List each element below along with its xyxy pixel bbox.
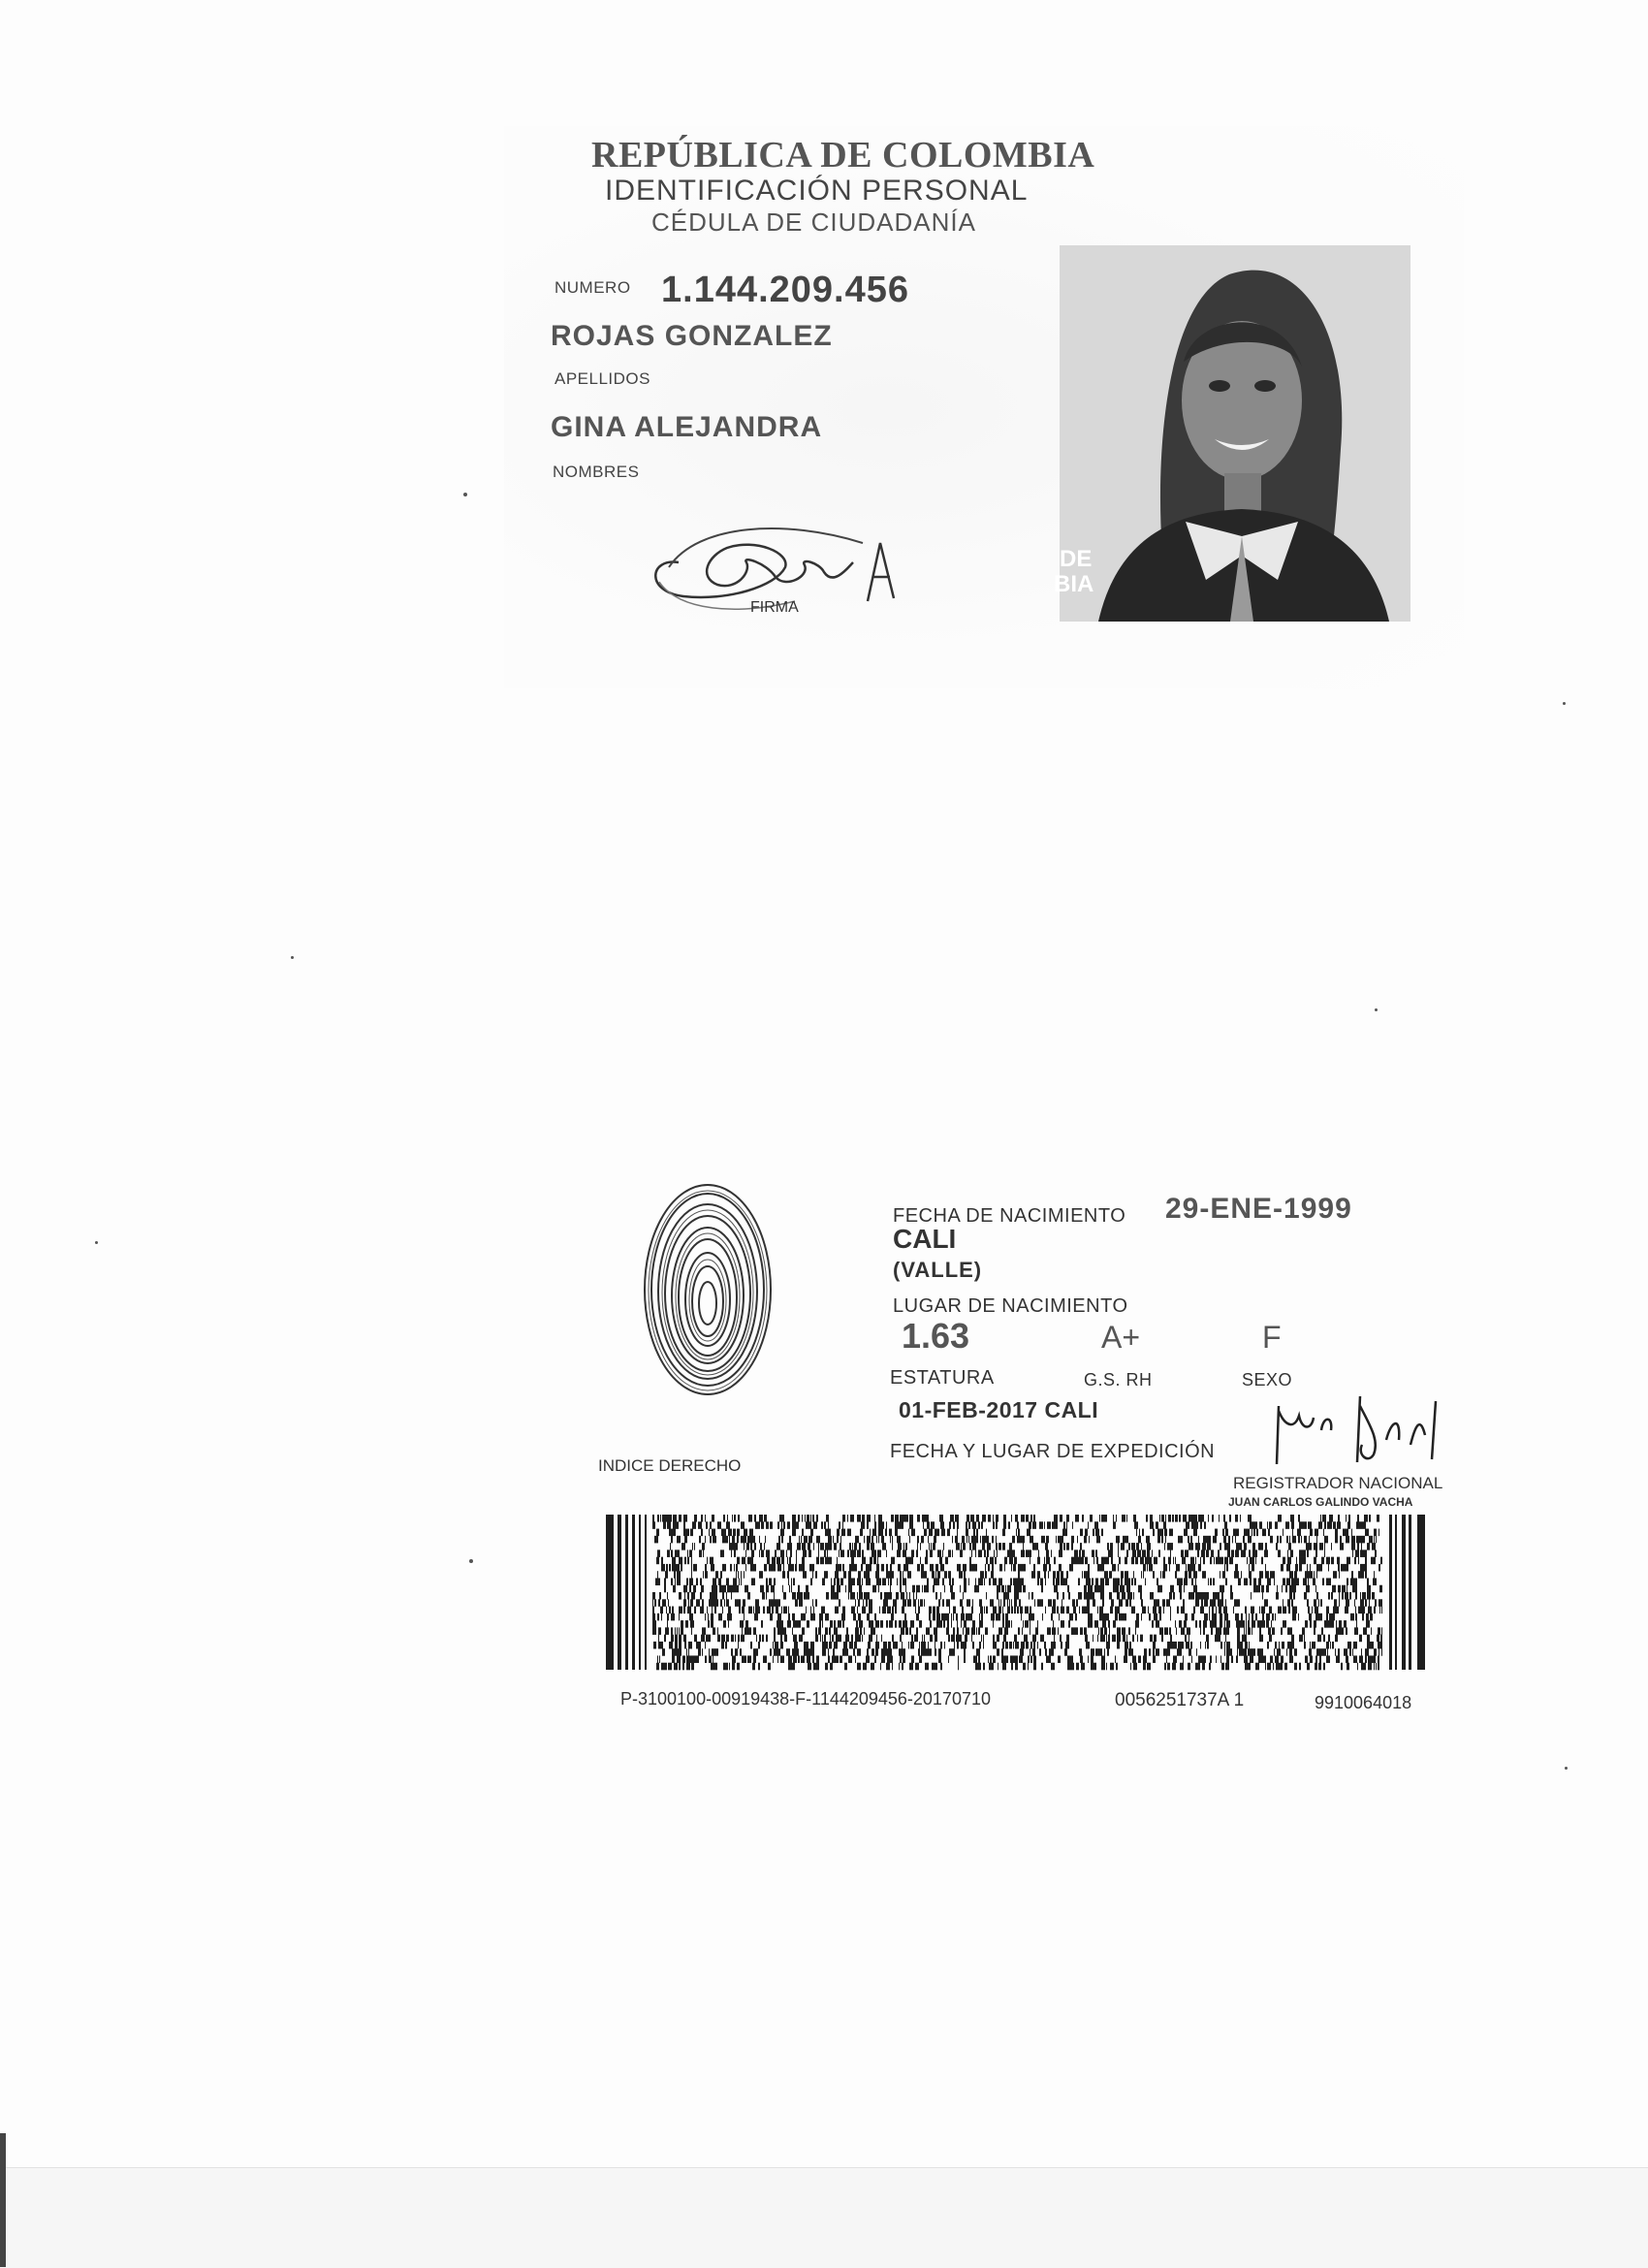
height-value: 1.63 xyxy=(902,1316,970,1356)
pdf417-barcode xyxy=(606,1515,1425,1670)
height-label: ESTATURA xyxy=(890,1367,995,1389)
birth-place-label: LUGAR DE NACIMIENTO xyxy=(893,1295,1128,1317)
scanner-bottom-edge xyxy=(0,2167,1648,2268)
birth-date-value: 29-ENE-1999 xyxy=(1165,1193,1352,1225)
registrar-signature xyxy=(1265,1387,1440,1469)
document-subtitle: IDENTIFICACIÓN PERSONAL xyxy=(605,175,1029,207)
holder-photo xyxy=(1054,245,1410,622)
scan-speck xyxy=(1563,702,1566,705)
scan-speck xyxy=(291,956,294,959)
document-code: P-3100100-00919438-F-1144209456-20170710 xyxy=(620,1689,991,1709)
surname-value: ROJAS GONZALEZ xyxy=(551,320,833,352)
document-type: CÉDULA DE CIUDADANÍA xyxy=(651,208,976,237)
issue-date-place-value: 01-FEB-2017 CALI xyxy=(899,1397,1099,1422)
blood-type-value: A+ xyxy=(1101,1320,1141,1355)
serial-code: 0056251737A 1 xyxy=(1115,1690,1245,1710)
scan-speck xyxy=(469,1559,473,1563)
given-names-value: GINA ALEJANDRA xyxy=(551,411,823,443)
photo-watermark: BIA xyxy=(1054,571,1094,597)
signature-label: FIRMA xyxy=(750,599,799,616)
holder-portrait-illustration xyxy=(1060,245,1410,622)
country-title: REPÚBLICA DE COLOMBIA xyxy=(591,135,1095,176)
scanner-left-edge xyxy=(0,2133,6,2267)
control-code: 9910064018 xyxy=(1315,1693,1412,1712)
sex-label: SEXO xyxy=(1242,1370,1293,1390)
blood-type-label: G.S. RH xyxy=(1084,1370,1153,1390)
scan-speck xyxy=(1375,1008,1378,1011)
birth-date-label: FECHA DE NACIMIENTO xyxy=(893,1205,1126,1227)
numero-label: NUMERO xyxy=(555,278,631,297)
registrar-name: JUAN CARLOS GALINDO VACHA xyxy=(1228,1495,1413,1509)
scan-speck xyxy=(1565,1767,1568,1770)
scan-speck xyxy=(463,493,467,496)
birth-city-value: CALI xyxy=(893,1224,957,1254)
surname-label: APELLIDOS xyxy=(555,369,650,388)
scan-speck xyxy=(95,1241,98,1244)
issue-date-place-label: FECHA Y LUGAR DE EXPEDICIÓN xyxy=(890,1441,1216,1462)
fingerprint-image xyxy=(640,1178,776,1401)
id-number: 1.144.209.456 xyxy=(661,270,910,310)
sex-value: F xyxy=(1262,1320,1282,1355)
given-names-label: NOMBRES xyxy=(553,463,640,481)
photo-watermark: DE xyxy=(1060,546,1093,572)
registrar-title: REGISTRADOR NACIONAL xyxy=(1233,1474,1443,1492)
right-index-label: INDICE DERECHO xyxy=(598,1456,742,1475)
birth-department-value: (VALLE) xyxy=(893,1258,983,1282)
